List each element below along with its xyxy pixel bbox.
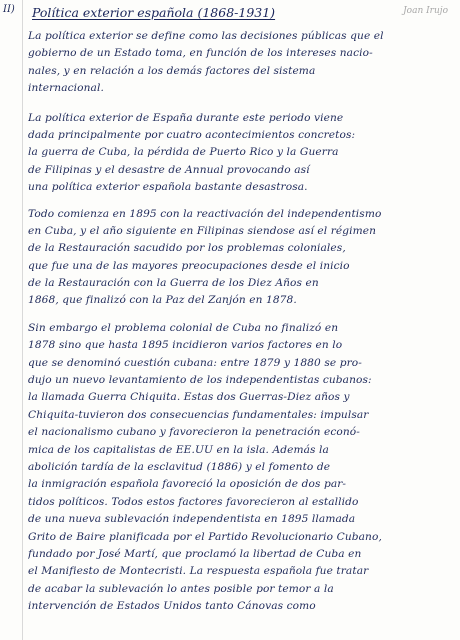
text-line: la guerra de Cuba, la pérdida de Puerto Rico y la Guerra — [28, 146, 339, 159]
text-line: de la Restauración con la Guerra de los Diez Años en — [28, 277, 319, 290]
text-line: tidos políticos. Todos estos factores favorecieron al estallido — [28, 495, 359, 508]
text-line: 1878 sino que hasta 1895 incidieron varios factores en lo — [28, 339, 343, 352]
text-line: de una nueva sublevación independentista en 1895 llamada — [28, 513, 356, 526]
page-title: Política exterior española (1868-1931) — [32, 5, 276, 20]
author-name: Joan Irujo — [403, 6, 448, 16]
text-line: el Manifiesto de Montecristi. La respuesta española fue tratar — [28, 565, 369, 578]
text-line: que fue una de las mayores preocupaciones desde el inicio — [28, 259, 350, 272]
document-body — [28, 28, 448, 623]
text-line: La política exterior de España durante este periodo viene — [28, 111, 344, 124]
paragraph-overview — [28, 110, 448, 197]
text-line: de la Restauración sacudido por los problemas coloniales, — [28, 242, 346, 255]
text-line: gobierno de un Estado toma, en función de los intereses nacio- — [28, 47, 373, 60]
text-line: intervención de Estados Unidos tanto Cánovas como — [28, 600, 316, 613]
text-line: en Cuba, y el año siguiente en Filipinas siendose así el régimen — [28, 224, 377, 237]
text-line: dujo un nuevo levantamiento de los independentistas cubanos: — [28, 374, 372, 387]
text-line: la inmigración española favoreció la oposición de dos par- — [28, 478, 347, 491]
section-number: II) — [3, 4, 15, 15]
text-line: dada principalmente por cuatro acontecimientos concretos: — [28, 128, 356, 141]
text-line: el nacionalismo cubano y favorecieron la penetración econó- — [28, 426, 360, 439]
text-line: internacional. — [28, 82, 104, 95]
paragraph-cuban-question — [28, 320, 448, 616]
text-line: Sin embargo el problema colonial de Cuba no finalizó en — [28, 321, 339, 334]
text-line: Grito de Baire planificada por el Partido Revolucionario Cubano, — [28, 530, 382, 543]
text-line: la llamada Guerra Chiquita. Estas dos Guerras-Diez años y — [28, 391, 350, 404]
paragraph-definition — [28, 28, 448, 98]
text-line: 1868, que finalizó con la Paz del Zanjón en 1878. — [28, 294, 297, 307]
text-line: Chiquita-tuvieron dos consecuencias fundamentales: impulsar — [28, 408, 369, 421]
paragraph-1895 — [28, 206, 448, 310]
text-line: una política exterior española bastante desastrosa. — [28, 181, 308, 194]
text-line: de acabar la sublevación lo antes posible por temor a la — [28, 582, 334, 595]
text-line: La política exterior se define como las decisiones públicas que el — [28, 30, 384, 42]
text-line: de Filipinas y el desastre de Annual provocando así — [28, 163, 310, 176]
text-line: nales, y en relación a los demás factores del sistema — [28, 64, 316, 77]
text-line: fundado por José Martí, que proclamó la libertad de Cuba en — [28, 547, 362, 560]
text-line: que se denominó cuestión cubana: entre 1879 y 1880 se pro- — [28, 356, 362, 369]
margin-line — [22, 0, 23, 640]
text-line: abolición tardía de la esclavitud (1886) y el fomento de — [28, 460, 331, 473]
text-line: mica de los capitalistas de EE.UU en la isla. Además la — [28, 443, 329, 456]
text-line: Todo comienza en 1895 con la reactivación del independentismo — [28, 207, 382, 220]
